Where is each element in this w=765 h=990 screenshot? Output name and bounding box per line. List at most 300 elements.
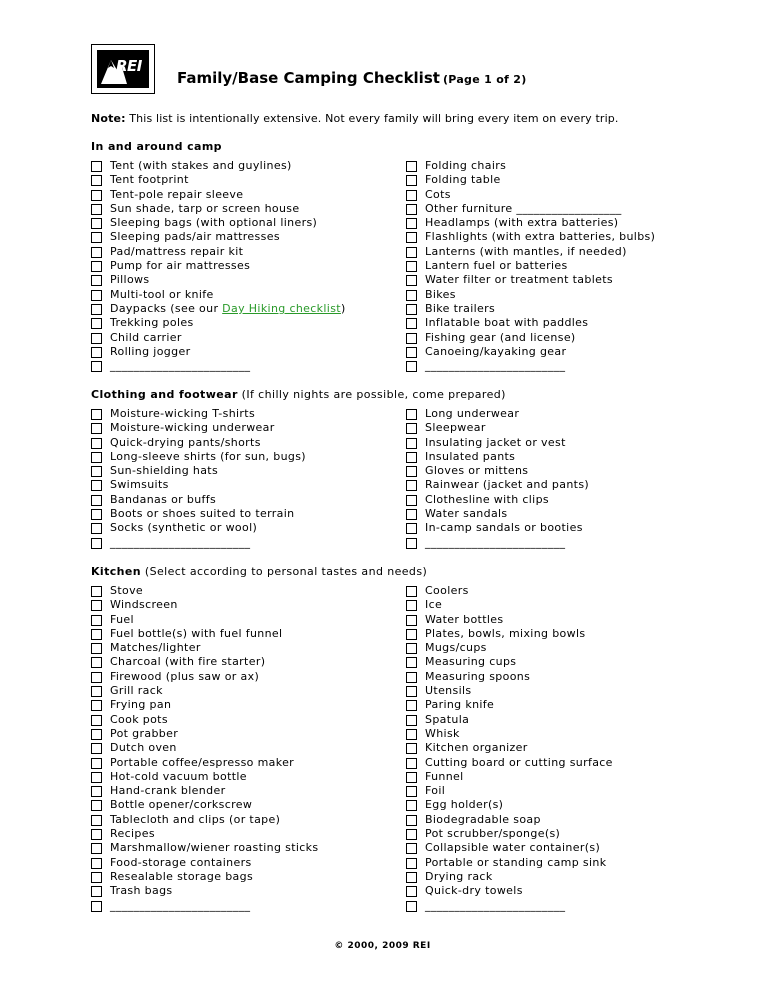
checklist-item-label: Ice (425, 598, 443, 612)
checklist-item (91, 450, 306, 464)
checklist-item (91, 173, 346, 187)
checklist-item-label: Funnel (425, 769, 464, 783)
checkbox[interactable] (406, 772, 417, 783)
checkbox[interactable] (91, 772, 102, 783)
checkbox[interactable] (406, 715, 417, 726)
checkbox[interactable] (406, 495, 417, 506)
checklist-item (91, 899, 319, 913)
checklist-item-label: Foil (425, 784, 446, 798)
checklist-item-label: Trash bags (110, 884, 173, 898)
checklist-item-label: Portable or standing camp sink (425, 855, 607, 869)
checkbox[interactable] (91, 452, 102, 463)
checkbox[interactable] (406, 438, 417, 449)
checklist-item-label: Moisture-wicking underwear (110, 421, 275, 435)
checklist-item (406, 316, 655, 330)
checklist-item (91, 359, 346, 373)
page-title (177, 69, 527, 87)
checkbox[interactable] (406, 858, 417, 869)
checkbox[interactable] (406, 643, 417, 654)
checklist-item (406, 507, 589, 521)
clothing-right-column (406, 407, 589, 550)
checklist-item (91, 670, 319, 684)
checklist-item (406, 598, 613, 612)
checkbox[interactable] (91, 886, 102, 897)
checklist-item-label: Swimsuits (110, 478, 169, 492)
checklist-item (406, 655, 613, 669)
checklist-item-label: Sleeping pads/air mattresses (110, 230, 280, 244)
checklist-item (91, 331, 346, 345)
checkbox[interactable] (406, 886, 417, 897)
checklist-item (91, 856, 319, 870)
checkbox[interactable] (406, 290, 417, 301)
checkbox[interactable] (406, 175, 417, 186)
checkbox[interactable] (91, 204, 102, 215)
checklist-item (406, 698, 613, 712)
checklist-item (91, 798, 319, 812)
checklist-item-label: Bike trailers (425, 301, 496, 315)
checkbox[interactable] (91, 509, 102, 520)
checkbox[interactable] (406, 629, 417, 640)
checklist-item-label: Charcoal (with fire starter) (110, 655, 266, 669)
checklist-item (91, 407, 306, 421)
checklist-item-label: Clothesline with clips (425, 492, 550, 506)
checklist-item (406, 870, 613, 884)
checklist-item-label: Dutch oven (110, 741, 177, 755)
checklist-item-label: Rolling jogger (110, 344, 191, 358)
checkbox[interactable] (91, 290, 102, 301)
checkbox[interactable] (406, 686, 417, 697)
checklist-item (91, 345, 346, 359)
note (91, 112, 619, 125)
checklist-item (91, 436, 306, 450)
checklist-item (406, 727, 613, 741)
checklist-item (406, 713, 613, 727)
logo-text: REI (116, 57, 142, 75)
checkbox[interactable] (406, 466, 417, 477)
checklist-item (91, 259, 346, 273)
checklist-item-label: Frying pan (110, 698, 172, 712)
checklist-item (91, 202, 346, 216)
checkbox[interactable] (91, 495, 102, 506)
checkbox[interactable] (91, 523, 102, 534)
checkbox[interactable] (406, 815, 417, 826)
checklist-item-label: Measuring cups (425, 655, 517, 669)
checklist-item-label: Cutting board or cutting surface (425, 755, 613, 769)
section-title: In and around camp (91, 140, 222, 153)
checkbox[interactable] (406, 657, 417, 668)
checkbox[interactable] (91, 815, 102, 826)
checklist-item-label: ________________________ (110, 535, 251, 549)
checklist-item-label: Insulated pants (425, 449, 516, 463)
checklist-item-label: Sleepwear (425, 421, 486, 435)
checklist-item-label: Long-sleeve shirts (for sun, bugs) (110, 449, 306, 463)
checkbox[interactable] (406, 452, 417, 463)
checklist-item-label: Socks (synthetic or wool) (110, 521, 258, 535)
checklist-item-label: Bikes (425, 287, 456, 301)
checklist-item-label: Pillows (110, 273, 150, 287)
checkbox[interactable] (406, 261, 417, 272)
checklist-item-label: Biodegradable soap (425, 812, 541, 826)
checkbox[interactable] (91, 218, 102, 229)
checklist-item (406, 450, 589, 464)
checkbox[interactable] (406, 361, 417, 372)
checklist-item-label: Rainwear (jacket and pants) (425, 478, 590, 492)
checklist-item-label: Bandanas or buffs (110, 492, 217, 506)
checklist-item (91, 478, 306, 492)
checkbox[interactable] (91, 858, 102, 869)
checklist-item-label: ________________________ (110, 359, 251, 373)
checkbox[interactable] (91, 901, 102, 912)
checklist-item-label: Marshmallow/wiener roasting sticks (110, 841, 319, 855)
checkbox[interactable] (406, 672, 417, 683)
checklist-item-label: Hot-cold vacuum bottle (110, 769, 247, 783)
checklist-item (406, 670, 613, 684)
checklist-item-label: Flashlights (with extra batteries, bulbs) (425, 230, 656, 244)
checklist-item (406, 770, 613, 784)
checklist-item-label: Kitchen organizer (425, 741, 528, 755)
checklist-item (91, 713, 319, 727)
clothing-left-column (91, 407, 306, 550)
checklist-item-label: Plates, bowls, mixing bowls (425, 626, 586, 640)
checklist-item (91, 245, 346, 259)
checklist-item (406, 584, 613, 598)
checklist-item (406, 359, 655, 373)
checkbox[interactable] (406, 347, 417, 358)
checklist-item-label: Folding table (425, 173, 501, 187)
checkbox[interactable] (406, 729, 417, 740)
checklist-item-label: Quick-drying pants/shorts (110, 435, 261, 449)
checkbox[interactable] (406, 333, 417, 344)
section-title: Clothing and footwear (91, 388, 238, 401)
checkbox[interactable] (406, 872, 417, 883)
section-heading-camp (91, 140, 222, 153)
checklist-item (91, 159, 346, 173)
checklist-item-label: Child carrier (110, 330, 182, 344)
checkbox[interactable] (91, 657, 102, 668)
checklist-item (91, 613, 319, 627)
checkbox[interactable] (91, 466, 102, 477)
checklist-item-label: Lanterns (with mantles, if needed) (425, 244, 627, 258)
checkbox[interactable] (406, 829, 417, 840)
checkbox[interactable] (91, 247, 102, 258)
checkbox[interactable] (91, 729, 102, 740)
checkbox[interactable] (91, 304, 102, 315)
checkbox[interactable] (91, 232, 102, 243)
checklist-item-label: ________________________ (425, 898, 566, 912)
checklist-item-label: Fuel (110, 612, 134, 626)
checklist-item (91, 756, 319, 770)
checkbox[interactable] (406, 523, 417, 534)
checklist-item-label: Trekking poles (110, 316, 194, 330)
checklist-item (406, 259, 655, 273)
checklist-item-label: Pot scrubber/sponge(s) (425, 827, 561, 841)
checkbox[interactable] (406, 247, 417, 258)
link-close-paren: ) (340, 301, 346, 315)
checklist-item-label: Insulating jacket or vest (425, 435, 566, 449)
checklist-item-label: ________________________ (425, 359, 566, 373)
checklist-item (406, 756, 613, 770)
checklist-item (91, 841, 319, 855)
checklist-item (91, 870, 319, 884)
copyright-footer: © 2000, 2009 REI (334, 941, 431, 951)
checkbox[interactable] (91, 480, 102, 491)
checklist-item (91, 655, 319, 669)
note-label: Note: (91, 112, 126, 125)
checkbox[interactable] (91, 190, 102, 201)
checklist-item (91, 421, 306, 435)
checklist-item-label: Pad/mattress repair kit (110, 244, 244, 258)
checkbox[interactable] (406, 615, 417, 626)
checklist-item-label: Tent-pole repair sleeve (110, 187, 244, 201)
checklist-item (91, 230, 346, 244)
checkbox[interactable] (406, 600, 417, 611)
checklist-item-label: Tent footprint (110, 173, 189, 187)
checklist-item (406, 899, 613, 913)
checklist-item (406, 288, 655, 302)
checklist-item (406, 245, 655, 259)
checklist-item-label: Pot grabber (110, 726, 179, 740)
checkbox[interactable] (91, 686, 102, 697)
kitchen-left-column (91, 584, 319, 913)
checkbox[interactable] (91, 423, 102, 434)
checklist-item (91, 598, 319, 612)
checklist-item-label: Sun-shielding hats (110, 464, 219, 478)
checklist-item (406, 493, 589, 507)
checkbox[interactable] (91, 361, 102, 372)
checklist-item (406, 331, 655, 345)
checklist-item (406, 521, 589, 535)
checkbox[interactable] (406, 509, 417, 520)
checklist-item-label: Egg holder(s) (425, 798, 504, 812)
checkbox[interactable] (406, 480, 417, 491)
checkbox[interactable] (91, 715, 102, 726)
camp-left-column (91, 159, 346, 373)
checklist-item-label: Tablecloth and clips (or tape) (110, 812, 281, 826)
checklist-item-label: Quick-dry towels (425, 884, 523, 898)
checklist-item-label: ________________________ (110, 898, 251, 912)
page-title-sub: (Page 1 of 2) (442, 73, 527, 86)
checklist-item (406, 202, 655, 216)
checkbox[interactable] (91, 538, 102, 549)
checklist-item (406, 813, 613, 827)
checklist-item (406, 345, 655, 359)
checklist-item (91, 188, 346, 202)
checkbox[interactable] (91, 261, 102, 272)
checklist-item (406, 273, 655, 287)
checkbox[interactable] (91, 347, 102, 358)
checklist-item (91, 536, 306, 550)
checkbox[interactable] (406, 161, 417, 172)
checklist-item-label: Mugs/cups (425, 641, 487, 655)
checklist-item (406, 798, 613, 812)
checklist-item (406, 827, 613, 841)
checklist-item-label: Cots (425, 187, 451, 201)
day-hiking-checklist-link[interactable]: Day Hiking checklist (222, 301, 341, 315)
checkbox[interactable] (406, 423, 417, 434)
checklist-item (406, 436, 589, 450)
checklist-item (406, 230, 655, 244)
checkbox[interactable] (91, 600, 102, 611)
checklist-item-label: Hand-crank blender (110, 784, 226, 798)
checklist-item-label: Headlamps (with extra batteries) (425, 216, 619, 230)
checklist-item-label: Other furniture __________________ (425, 201, 622, 215)
checklist-item (91, 302, 346, 316)
checkbox[interactable] (406, 586, 417, 597)
checklist-item-label: Windscreen (110, 598, 178, 612)
checklist-item (91, 741, 319, 755)
checklist-item-label: Water bottles (425, 612, 504, 626)
note-text: This list is intentionally extensive. Not every family will bring every item on every trip. (125, 112, 619, 125)
checklist-item (91, 273, 346, 287)
checklist-item (91, 464, 306, 478)
checkbox[interactable] (406, 204, 417, 215)
checklist-item-label: Firewood (plus saw or ax) (110, 669, 260, 683)
checklist-item-label: Recipes (110, 827, 155, 841)
checkbox[interactable] (406, 843, 417, 854)
checklist-item (406, 684, 613, 698)
checkbox[interactable] (406, 758, 417, 769)
checklist-item (406, 741, 613, 755)
checklist-item (91, 627, 319, 641)
checkbox[interactable] (91, 672, 102, 683)
checkbox[interactable] (91, 743, 102, 754)
checkbox[interactable] (91, 800, 102, 811)
checkbox[interactable] (91, 333, 102, 344)
checklist-item-label: Utensils (425, 684, 472, 698)
checkbox[interactable] (91, 409, 102, 420)
page-title-main: Family/Base Camping Checklist (177, 69, 440, 87)
checklist-item-label: Moisture-wicking T-shirts (110, 407, 256, 420)
checklist-item (406, 302, 655, 316)
checkbox[interactable] (91, 175, 102, 186)
checkbox[interactable] (406, 538, 417, 549)
checklist-item-label: Paring knife (425, 698, 495, 712)
checklist-item-label: Coolers (425, 584, 469, 597)
checklist-item-label: Fishing gear (and license) (425, 330, 576, 344)
checklist-item-label: Sleeping bags (with optional liners) (110, 216, 318, 230)
checkbox[interactable] (406, 190, 417, 201)
checklist-item (91, 813, 319, 827)
kitchen-right-column (406, 584, 613, 913)
checklist-item-label: Portable coffee/espresso maker (110, 755, 295, 769)
checklist-item-label: Long underwear (425, 407, 520, 420)
checkbox[interactable] (406, 700, 417, 711)
checklist-item-label: Resealable storage bags (110, 869, 254, 883)
checklist-item-label: Daypacks (see our (110, 301, 223, 315)
checkbox[interactable] (91, 161, 102, 172)
checkbox[interactable] (406, 304, 417, 315)
checklist-item (406, 627, 613, 641)
checkbox[interactable] (91, 700, 102, 711)
checklist-item (406, 173, 655, 187)
checklist-item-label: Spatula (425, 712, 470, 726)
checklist-item (91, 727, 319, 741)
checklist-item-label: Cook pots (110, 712, 168, 726)
checklist-item-label: Grill rack (110, 684, 163, 698)
checklist-item (406, 536, 589, 550)
checkbox[interactable] (406, 409, 417, 420)
checklist-item (91, 288, 346, 302)
checklist-item-label: Folding chairs (425, 159, 507, 172)
checklist-item-label: Drying rack (425, 869, 493, 883)
checklist-item (406, 407, 589, 421)
checkbox[interactable] (406, 743, 417, 754)
checklist-item-label: Multi-tool or knife (110, 287, 214, 301)
section-title: Kitchen (91, 565, 141, 578)
checkbox[interactable] (91, 758, 102, 769)
checklist-item (406, 478, 589, 492)
checklist-item-label: Measuring spoons (425, 669, 531, 683)
checkbox[interactable] (91, 843, 102, 854)
checkbox[interactable] (91, 275, 102, 286)
checklist-item (91, 507, 306, 521)
checkbox[interactable] (91, 629, 102, 640)
checklist-item (91, 216, 346, 230)
checklist-item-label: Inflatable boat with paddles (425, 316, 589, 330)
checkbox[interactable] (406, 901, 417, 912)
checklist-item (91, 584, 319, 598)
checklist-item-label: Boots or shoes suited to terrain (110, 507, 295, 521)
checklist-item (406, 884, 613, 898)
checklist-item (91, 698, 319, 712)
checklist-item (406, 613, 613, 627)
checklist-item (91, 521, 306, 535)
checkbox[interactable] (91, 615, 102, 626)
checkbox[interactable] (91, 586, 102, 597)
checklist-item (406, 188, 655, 202)
checkbox[interactable] (91, 872, 102, 883)
checklist-item-label: Collapsible water container(s) (425, 841, 601, 855)
checklist-item (406, 216, 655, 230)
checklist-item (91, 884, 319, 898)
checklist-item-label: Water filter or treatment tablets (425, 273, 613, 287)
checklist-item-label: Stove (110, 584, 144, 597)
checkbox[interactable] (91, 786, 102, 797)
checkbox[interactable] (91, 438, 102, 449)
checklist-item (406, 421, 589, 435)
checkbox[interactable] (91, 643, 102, 654)
checklist-item (91, 493, 306, 507)
section-subtitle: (If chilly nights are possible, come prepared) (237, 388, 506, 401)
rei-logo (91, 44, 155, 94)
section-heading-clothing (91, 388, 506, 401)
checkbox[interactable] (406, 318, 417, 329)
checklist-item-label: In-camp sandals or booties (425, 521, 583, 535)
checklist-item (91, 684, 319, 698)
checkbox[interactable] (406, 218, 417, 229)
checklist-item (91, 770, 319, 784)
checklist-item-label: Matches/lighter (110, 641, 201, 655)
checklist-item-label: Canoeing/kayaking gear (425, 344, 567, 358)
checklist-item (406, 464, 589, 478)
checkbox[interactable] (406, 786, 417, 797)
checklist-item-label: Food-storage containers (110, 855, 252, 869)
checklist-item-label: ________________________ (425, 535, 566, 549)
checkbox[interactable] (91, 829, 102, 840)
checkbox[interactable] (406, 800, 417, 811)
checklist-item (91, 784, 319, 798)
checklist-item (406, 784, 613, 798)
camp-right-column (406, 159, 655, 373)
checkbox[interactable] (406, 232, 417, 243)
checkbox[interactable] (91, 318, 102, 329)
checkbox[interactable] (406, 275, 417, 286)
checklist-item-label: Water sandals (425, 507, 508, 521)
checklist-item-label: Whisk (425, 726, 460, 740)
section-subtitle: (Select according to personal tastes and needs) (141, 565, 428, 578)
checklist-item-label: Pump for air mattresses (110, 259, 251, 273)
checklist-item (91, 641, 319, 655)
